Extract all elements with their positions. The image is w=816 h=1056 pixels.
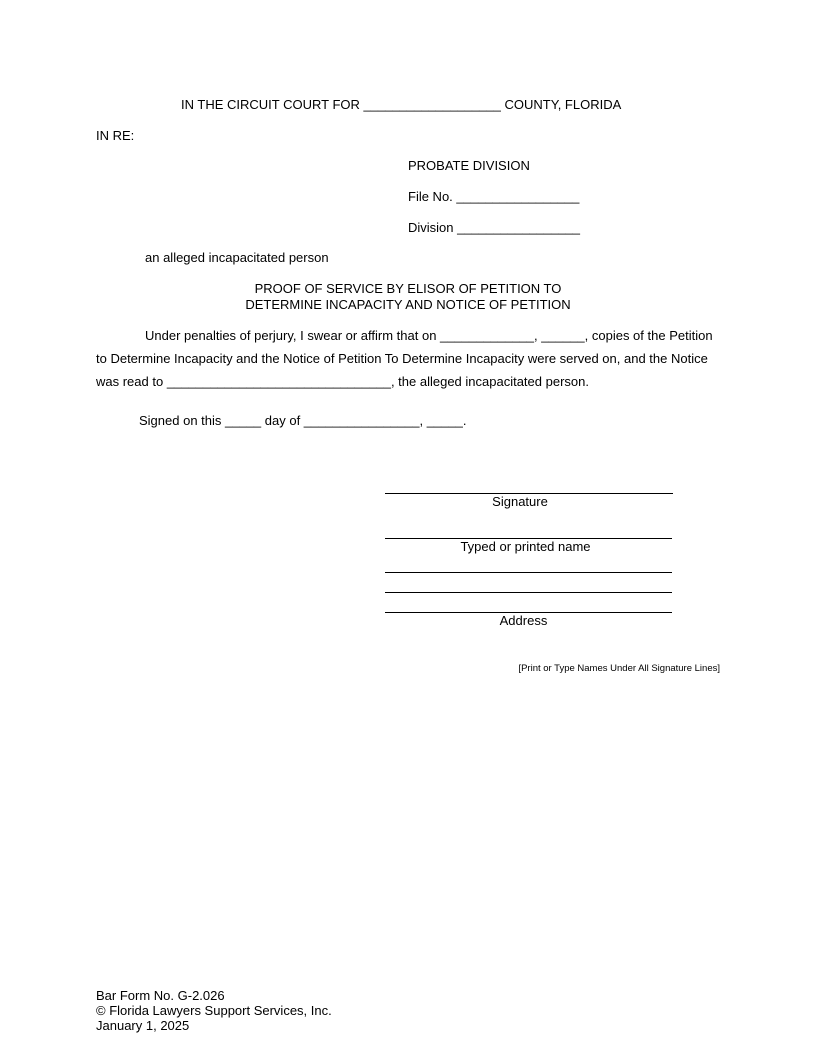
printed-name-label: Typed or printed name [460, 539, 591, 554]
footer-date: January 1, 2025 [96, 1018, 190, 1033]
alleged-incapacitated-person-label: an alleged incapacitated person [145, 250, 329, 265]
signature-label: Signature [492, 494, 548, 509]
print-names-note: [Print or Type Names Under All Signature Lines] [518, 663, 720, 674]
footer-form-number: Bar Form No. G-2.026 [96, 988, 225, 1003]
document-title-line-2: DETERMINE INCAPACITY AND NOTICE OF PETITION [245, 297, 571, 312]
body-paragraph-line-2: to Determine Incapacity and the Notice of Petition To Determine Incapacity were served on, and the Notice [96, 351, 708, 366]
body-paragraph-line-3: was read to _______________________________, the alleged incapacitated person. [96, 374, 589, 389]
signed-on-line: Signed on this _____ day of ________________, _____. [139, 413, 467, 428]
address-line-2 [385, 592, 672, 593]
address-label: Address [499, 613, 548, 628]
footer-copyright: © Florida Lawyers Support Services, Inc. [96, 1003, 332, 1018]
address-line-1 [385, 572, 672, 573]
file-number-field: File No. _________________ [408, 189, 580, 204]
division-field: Division _________________ [408, 220, 581, 235]
probate-division: PROBATE DIVISION [408, 158, 530, 173]
court-header: IN THE CIRCUIT COURT FOR ___________________ COUNTY, FLORIDA [181, 97, 622, 112]
body-paragraph-line-1: Under penalties of perjury, I swear or affirm that on _____________, ______, copies of the Petition [145, 328, 713, 343]
in-re-label: IN RE: [96, 128, 135, 143]
document-title-line-1: PROOF OF SERVICE BY ELISOR OF PETITION TO [254, 281, 562, 296]
